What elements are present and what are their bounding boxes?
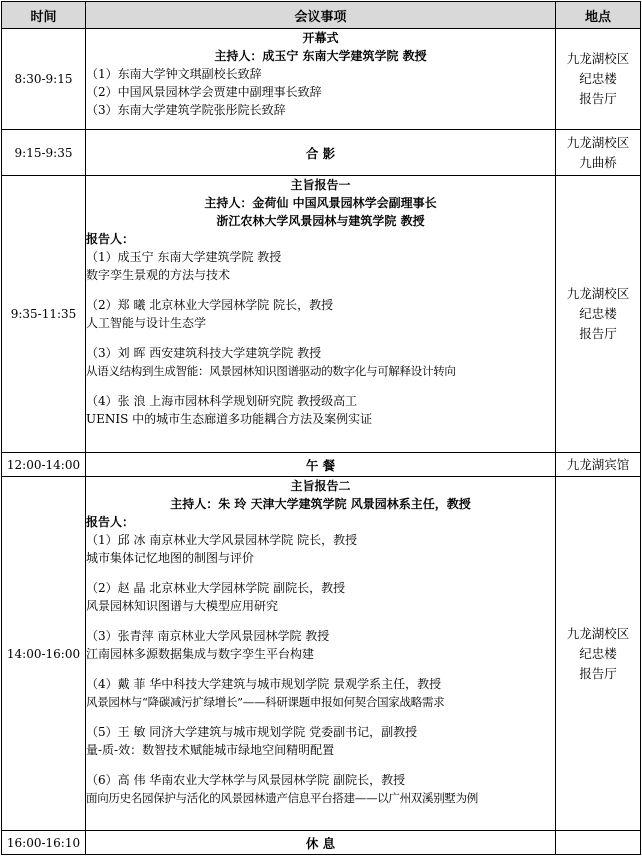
report-entry: [86, 296, 555, 332]
header-time: 时间: [2, 2, 86, 29]
report-speaker: （4）张 浪 上海市园林科学规划研究院 教授级高工: [86, 394, 358, 408]
break-location: [556, 831, 641, 855]
report-topic: 从语义结构到生成智能：风景园林知识图谱驱动的数字化与可解释设计转向: [86, 364, 456, 378]
report-entry: [86, 627, 555, 663]
keynote1-host: 主持人：金荷仙 中国风景园林学会副理事长: [204, 196, 437, 210]
keynote2-content: [86, 477, 556, 831]
keynote1-time: 9:35-11:35: [2, 176, 86, 453]
report-entry: [86, 248, 555, 284]
location-line: 九龙湖校区: [566, 134, 630, 150]
keynote2-host: 主持人：朱 玲 天津大学建筑学院 风景园林系主任，教授: [170, 497, 471, 511]
opening-item: （1）东南大学钟文琪副校长致辞: [86, 67, 262, 81]
lunch-title: 午 餐: [86, 453, 556, 477]
opening-title: 开幕式: [302, 31, 339, 45]
report-speaker: （6）高 伟 华南农业大学林学与风景园林学院 副院长，教授: [86, 773, 406, 787]
photo-location: [556, 130, 641, 176]
photo-time: 9:15-9:35: [2, 130, 86, 176]
lunch-location: 九龙湖宾馆: [556, 453, 641, 477]
row-break: [2, 831, 641, 855]
report-speaker: （1）成玉宁 东南大学建筑学院 教授: [86, 250, 282, 264]
report-entry: [86, 675, 555, 711]
break-title: 休 息: [86, 831, 556, 855]
report-speaker: （4）戴 菲 华中科技大学建筑与城市规划学院 景观学系主任，教授: [86, 677, 442, 691]
location-line: 纪忠楼: [579, 645, 617, 661]
keynote1-location: [556, 176, 641, 453]
report-entry: [86, 771, 555, 807]
location-line: 纪忠楼: [579, 71, 617, 86]
location-line: 报告厅: [579, 326, 617, 341]
location-line: 纪忠楼: [579, 306, 617, 321]
report-topic: 江南园林多源数据集成与数字孪生平台构建: [86, 647, 315, 661]
location-line: 九龙湖校区: [566, 51, 630, 66]
row-lunch: [2, 453, 641, 477]
location-line: 报告厅: [579, 665, 617, 681]
row-photo: [2, 130, 641, 176]
report-entry: [86, 723, 555, 759]
opening-item: （3）东南大学建筑学院张彤院长致辞: [86, 103, 286, 117]
report-speaker: （1）邱 冰 南京林业大学风景园林学院 院长，教授: [86, 533, 358, 547]
report-entry: [86, 531, 555, 567]
photo-title: 合 影: [86, 130, 556, 176]
keynote1-host-affiliation: 浙江农林大学风景园林与建筑学院 教授: [216, 214, 425, 228]
report-speaker: （3）刘 晖 西安建筑科技大学建筑学院 教授: [86, 346, 322, 360]
break-time: 16:00-16:10: [2, 831, 86, 855]
keynote1-title: 主旨报告一: [290, 178, 351, 192]
opening-item: （2）中国风景园林学会贾建中副理事长致辞: [86, 85, 322, 99]
keynote2-location: [556, 477, 641, 831]
report-topic: 量-质-效：数智技术赋能城市绿地空间精明配置: [86, 743, 335, 757]
row-keynote1: [2, 176, 641, 453]
report-entry: [86, 344, 555, 380]
location-line: 报告厅: [579, 91, 617, 106]
location-line: 九龙湖校区: [566, 625, 630, 641]
report-topic: 面向历史名园保护与活化的风景园林遗产信息平台搭建——以广州双溪别墅为例: [86, 791, 478, 805]
report-entry: [86, 579, 555, 615]
keynote2-title: 主旨报告二: [290, 479, 351, 493]
keynote2-reporters-label: 报告人：: [86, 515, 135, 529]
keynote2-time: 14:00-16:00: [2, 477, 86, 831]
report-topic: UENIS 中的城市生态廊道多功能耦合方法及案例实证: [86, 412, 373, 426]
opening-location: [556, 29, 641, 130]
opening-host: 主持人：成玉宁 东南大学建筑学院 教授: [214, 49, 427, 63]
opening-time: 8:30-9:15: [2, 29, 86, 130]
opening-content: [86, 29, 556, 130]
header-item: 会议事项: [86, 2, 556, 29]
row-keynote2: [2, 477, 641, 831]
report-speaker: （2）郑 曦 北京林业大学园林学院 院长，教授: [86, 298, 334, 312]
keynote1-reporters-label: 报告人：: [86, 232, 135, 246]
row-opening: [2, 29, 641, 130]
report-topic: 人工智能与设计生态学: [86, 316, 207, 330]
report-topic: 风景园林与“降碳减污扩绿增长”——科研课题申报如何契合国家战略需求: [86, 695, 445, 709]
report-speaker: （5）王 敏 同济大学建筑与城市规划学院 党委副书记，副教授: [86, 725, 418, 739]
header-location: 地点: [556, 2, 641, 29]
report-speaker: （3）张青萍 南京林业大学风景园林学院 教授: [86, 629, 330, 643]
location-line: 九龙湖校区: [566, 286, 630, 301]
keynote1-content: [86, 176, 556, 453]
report-topic: 城市集体记忆地图的制图与评价: [86, 551, 255, 565]
header-row: [2, 2, 641, 29]
report-topic: 数字孪生景观的方法与技术: [86, 268, 231, 282]
lunch-time: 12:00-14:00: [2, 453, 86, 477]
report-topic: 风景园林知识图谱与大模型应用研究: [86, 599, 279, 613]
report-speaker: （2）赵 晶 北京林业大学园林学院 副院长，教授: [86, 581, 346, 595]
schedule-table: [1, 1, 641, 855]
location-line: 九曲桥: [579, 154, 617, 170]
report-entry: [86, 392, 555, 428]
